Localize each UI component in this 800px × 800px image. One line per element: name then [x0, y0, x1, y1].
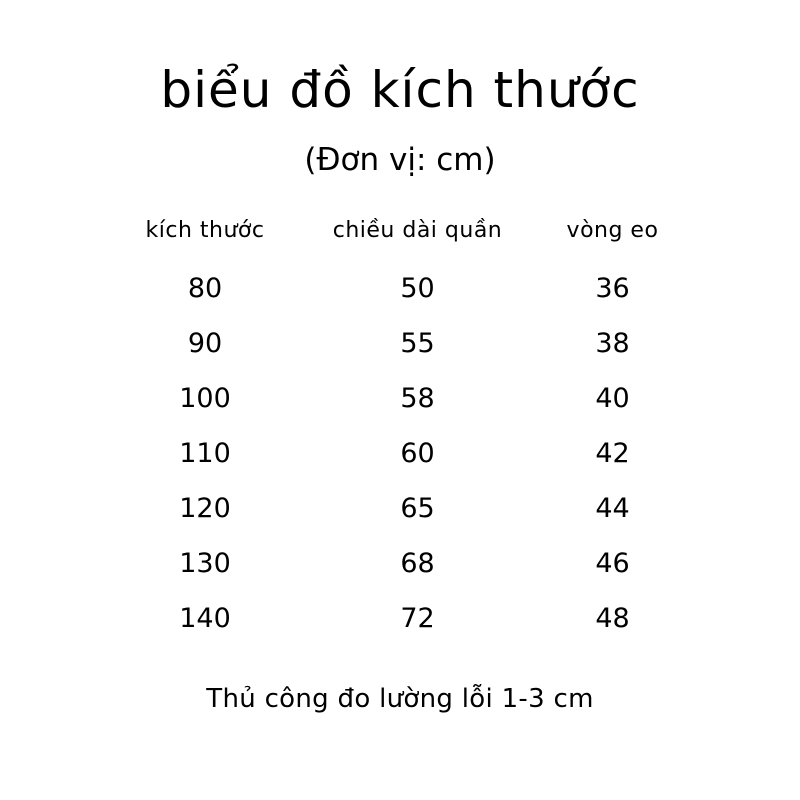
cell-size: 110 [179, 437, 231, 469]
cell-pant-length: 68 [400, 547, 435, 579]
cell-size: 120 [179, 492, 231, 524]
table-row [100, 536, 700, 591]
cell-size: 130 [179, 547, 231, 579]
cell-pant-length: 72 [400, 602, 435, 634]
cell-waist: 42 [595, 437, 630, 469]
cell-waist: 36 [595, 272, 630, 304]
cell-waist: 48 [595, 602, 630, 634]
cell-pant-length: 55 [400, 327, 435, 359]
page-title: biểu đồ kích thước [160, 61, 640, 119]
table-row [100, 261, 700, 316]
column-header-size: kích thước [145, 217, 265, 243]
table-row [100, 316, 700, 371]
cell-waist: 38 [595, 327, 630, 359]
cell-pant-length: 50 [400, 272, 435, 304]
column-header-waist: vòng eo [566, 217, 659, 243]
measurement-tolerance-note: Thủ công đo lường lỗi 1-3 cm [206, 683, 594, 714]
size-table [100, 212, 700, 646]
unit-subtitle: (Đơn vị: cm) [304, 141, 496, 178]
cell-waist: 40 [595, 382, 630, 414]
cell-size: 140 [179, 602, 231, 634]
cell-size: 90 [187, 327, 223, 359]
cell-pant-length: 58 [400, 382, 435, 414]
cell-pant-length: 65 [400, 492, 435, 524]
table-row [100, 481, 700, 536]
table-row [100, 371, 700, 426]
cell-pant-length: 60 [400, 437, 435, 469]
table-row [100, 591, 700, 646]
cell-waist: 46 [595, 547, 630, 579]
table-row [100, 426, 700, 481]
column-header-pant-length: chiều dài quần [332, 217, 503, 243]
cell-waist: 44 [595, 492, 630, 524]
cell-size: 80 [187, 272, 223, 304]
table-header-row [100, 212, 700, 261]
cell-size: 100 [179, 382, 231, 414]
